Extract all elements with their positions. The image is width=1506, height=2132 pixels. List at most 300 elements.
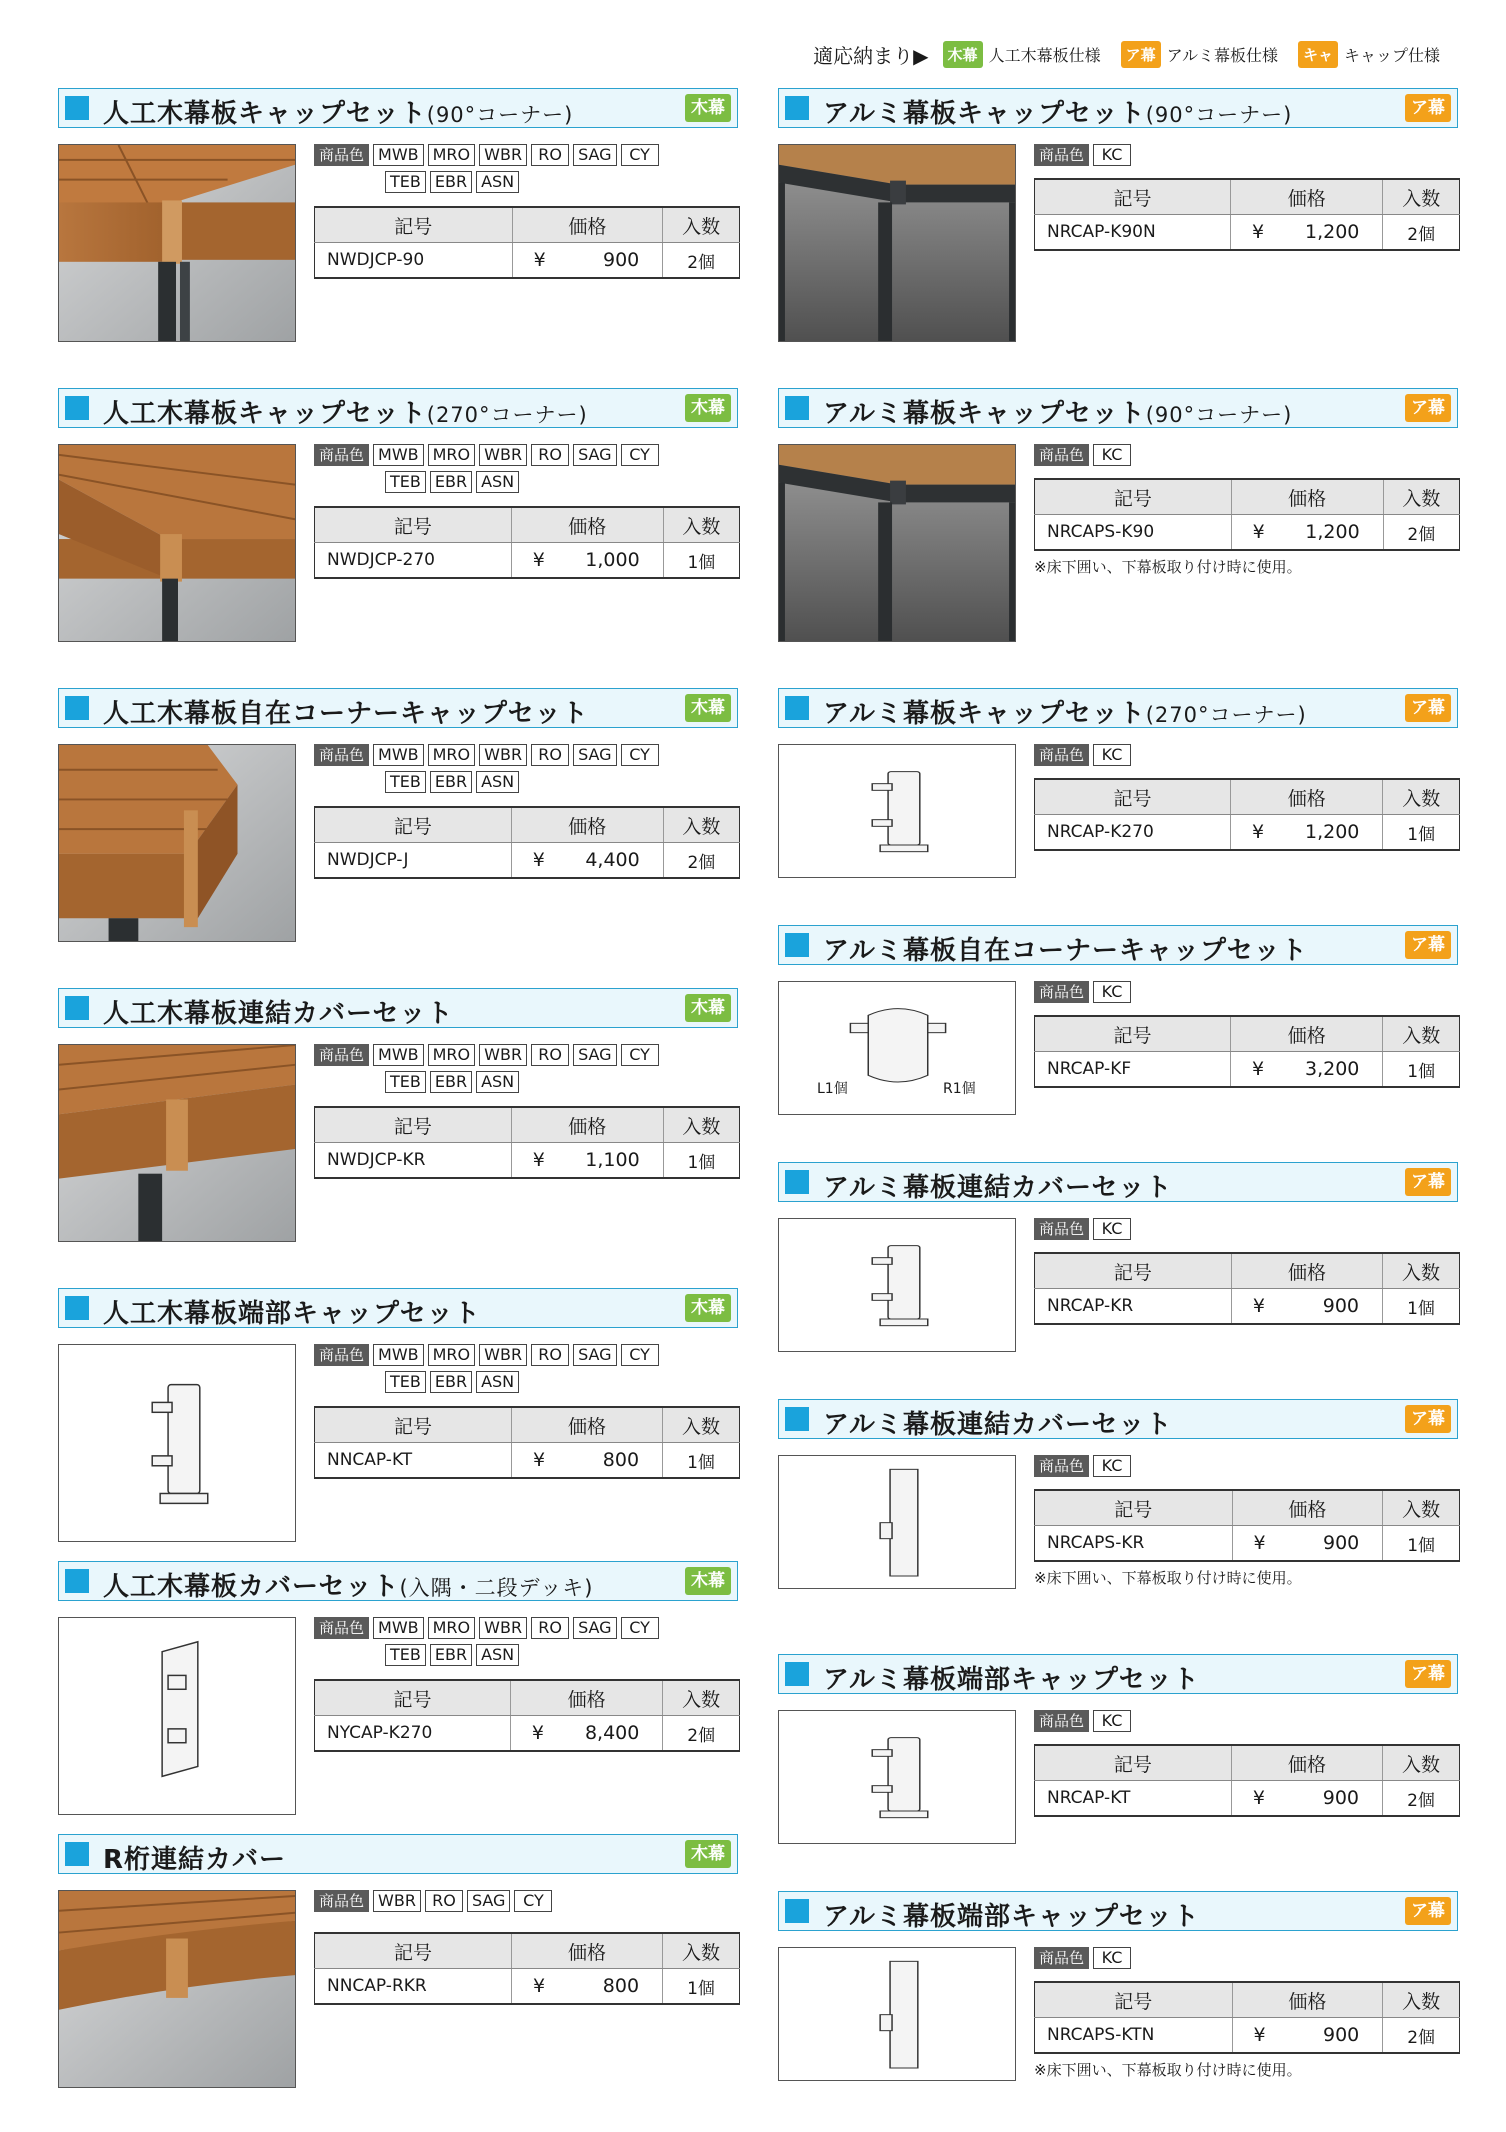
color-chip: TEB	[385, 1371, 426, 1393]
spec-tag: ア幕	[1405, 1168, 1451, 1196]
section-header	[778, 688, 1458, 728]
color-row	[314, 1044, 694, 1071]
section-marker	[65, 1569, 89, 1593]
product-price	[511, 1969, 662, 2005]
color-chip: KC	[1093, 1947, 1131, 1969]
spec-tag: 木幕	[685, 1567, 731, 1595]
color-label: 商品色	[1034, 1218, 1089, 1240]
product-image	[58, 144, 296, 342]
table-row	[1035, 2018, 1460, 2054]
spec-table	[1034, 478, 1460, 551]
header-code: 記号	[1035, 479, 1232, 515]
spec-table	[314, 506, 740, 579]
product-price	[1231, 815, 1383, 851]
header-price: 価格	[512, 207, 663, 243]
section-header	[58, 688, 738, 728]
color-label: 商品色	[314, 744, 369, 766]
spec-tag: ア幕	[1405, 1660, 1451, 1688]
product-quantity: 1個	[663, 1143, 739, 1179]
spec-table-header	[1035, 179, 1460, 215]
table-row	[315, 243, 740, 279]
section-title-main: アルミ幕板自在コーナーキャップセット	[823, 936, 1308, 966]
section-marker	[785, 1662, 809, 1686]
header-code: 記号	[1035, 1490, 1233, 1526]
color-row	[314, 1617, 694, 1644]
table-row	[1035, 815, 1460, 851]
yen-symbol: ¥	[532, 849, 545, 871]
spec-table-header	[315, 1407, 740, 1443]
section-title	[823, 393, 1292, 430]
product-image	[778, 1947, 1016, 2081]
product-quantity: 1個	[1383, 1289, 1460, 1325]
spec-tag: ア幕	[1405, 94, 1451, 122]
color-row	[385, 1644, 694, 1671]
section-title-main: 人工木幕板端部キャップセット	[103, 1299, 481, 1329]
section-title	[823, 1659, 1200, 1696]
spec-table-header	[315, 1107, 740, 1143]
header-code: 記号	[315, 207, 513, 243]
color-row	[385, 1371, 694, 1398]
section-title	[103, 993, 453, 1030]
color-chip: RO	[425, 1890, 463, 1912]
header-code: 記号	[315, 1107, 512, 1143]
table-row	[1035, 215, 1460, 251]
section-title	[823, 693, 1307, 730]
color-chip: RO	[531, 1044, 569, 1066]
color-row	[314, 144, 694, 171]
color-row	[385, 171, 694, 198]
section-title-main: 人工木幕板キャップセット	[103, 399, 427, 429]
spec-table	[314, 1679, 740, 1752]
spec-table	[314, 806, 740, 879]
section-title-main: 人工木幕板キャップセット	[103, 99, 427, 129]
header-qty: 入数	[663, 1680, 740, 1716]
price-value: 1,200	[1305, 821, 1360, 843]
section-marker	[65, 1842, 89, 1866]
table-row	[315, 1969, 740, 2005]
section-marker	[785, 933, 809, 957]
product-code: NRCAP-KR	[1035, 1289, 1232, 1325]
section-header	[58, 88, 738, 128]
price-value: 800	[602, 1449, 640, 1471]
header-code: 記号	[315, 1407, 512, 1443]
section-header	[778, 88, 1458, 128]
product-image	[778, 1710, 1016, 1844]
spec-table-header	[315, 207, 740, 243]
color-label: 商品色	[314, 1044, 369, 1066]
section-title-main: アルミ幕板キャップセット	[823, 99, 1146, 129]
product-code: NRCAP-KF	[1035, 1052, 1231, 1088]
product-quantity: 2個	[1383, 1781, 1460, 1817]
price-value: 1,200	[1305, 221, 1360, 243]
color-chip: EBR	[430, 771, 472, 793]
section-marker	[65, 1296, 89, 1320]
header-qty: 入数	[1383, 1490, 1460, 1526]
section-title	[823, 1896, 1200, 1933]
product-price	[511, 1443, 662, 1479]
color-row	[1034, 981, 1414, 1008]
section-title-sub: (270°コーナー)	[1145, 703, 1307, 727]
price-value: 900	[603, 249, 640, 271]
header-price: 価格	[511, 807, 663, 843]
section-title-sub: (90°コーナー)	[1145, 103, 1293, 127]
color-chip: KC	[1093, 1710, 1131, 1732]
color-chip: TEB	[385, 1644, 426, 1666]
product-quantity: 2個	[663, 1716, 740, 1752]
spec-table-header	[1035, 1490, 1460, 1526]
color-chip: SAG	[573, 1344, 617, 1366]
color-chip: WBR	[479, 1344, 527, 1366]
price-value: 900	[1322, 1532, 1360, 1554]
color-chip: ASN	[476, 771, 519, 793]
product-image	[58, 1890, 296, 2088]
spec-table-header	[1035, 1982, 1460, 2018]
color-row	[314, 1890, 694, 1917]
color-chip: CY	[621, 1044, 659, 1066]
spec-table	[314, 206, 740, 279]
legend	[813, 40, 1454, 69]
color-label: 商品色	[314, 444, 369, 466]
section-title	[823, 1167, 1172, 1204]
legend-badge-alu: ア幕	[1121, 41, 1161, 68]
header-code: 記号	[315, 507, 512, 543]
section-title-main: アルミ幕板連結カバーセット	[823, 1173, 1173, 1203]
product-code: NRCAPS-KR	[1035, 1526, 1233, 1562]
section-title-main: 人工木幕板自在コーナーキャップセット	[103, 699, 589, 729]
table-row	[315, 543, 740, 579]
color-chip: WBR	[373, 1890, 421, 1912]
table-row	[1035, 1781, 1460, 1817]
product-quantity: 1個	[1383, 1052, 1460, 1088]
header-qty: 入数	[1383, 179, 1460, 215]
header-code: 記号	[315, 1933, 512, 1969]
spec-table	[314, 1106, 740, 1179]
color-chip: RO	[531, 1617, 569, 1639]
color-chip: KC	[1093, 981, 1131, 1003]
color-chip: CY	[621, 144, 659, 166]
header-qty: 入数	[663, 207, 740, 243]
product-quantity: 2個	[1383, 2018, 1460, 2054]
yen-symbol: ¥	[532, 1975, 546, 1997]
yen-symbol: ¥	[1253, 1532, 1266, 1554]
section-title-main: アルミ幕板端部キャップセット	[823, 1902, 1200, 1932]
color-options	[1034, 444, 1414, 471]
section-title-main: アルミ幕板キャップセット	[823, 399, 1146, 429]
color-chip: ASN	[476, 1644, 519, 1666]
color-row	[385, 471, 694, 498]
yen-symbol: ¥	[1253, 2024, 1266, 2046]
product-price	[512, 243, 663, 279]
color-row	[1034, 144, 1414, 171]
price-value: 4,400	[585, 849, 640, 871]
product-price	[511, 543, 663, 579]
header-code: 記号	[315, 807, 512, 843]
color-chip: WBR	[479, 1044, 527, 1066]
color-chip: KC	[1093, 444, 1131, 466]
color-chip: WBR	[479, 444, 527, 466]
color-chip: RO	[531, 744, 569, 766]
color-chip: TEB	[385, 471, 426, 493]
color-options	[1034, 1455, 1414, 1482]
usage-note: ※床下囲い、下幕板取り付け時に使用。	[1034, 1569, 1302, 1587]
color-chip: ASN	[476, 471, 519, 493]
section-title-main: アルミ幕板連結カバーセット	[823, 1410, 1173, 1440]
header-code: 記号	[1035, 779, 1231, 815]
color-chip: ASN	[476, 171, 519, 193]
color-label: 商品色	[314, 1344, 369, 1366]
spec-table	[314, 1932, 740, 2005]
header-qty: 入数	[1383, 1745, 1460, 1781]
spec-table-header	[1035, 1745, 1460, 1781]
color-options	[1034, 981, 1414, 1008]
product-quantity: 2個	[663, 843, 739, 879]
product-quantity: 1個	[663, 543, 739, 579]
yen-symbol: ¥	[1252, 1295, 1265, 1317]
spec-table	[1034, 1489, 1460, 1562]
spec-table-header	[1035, 779, 1460, 815]
usage-note: ※床下囲い、下幕板取り付け時に使用。	[1034, 2061, 1302, 2079]
color-chip: WBR	[479, 744, 527, 766]
section-title	[103, 1839, 286, 1876]
yen-symbol: ¥	[1252, 1787, 1265, 1809]
product-code: NRCAP-KT	[1035, 1781, 1232, 1817]
spec-table	[1034, 1015, 1460, 1088]
color-chip: RO	[531, 1344, 569, 1366]
product-quantity: 1個	[1383, 815, 1460, 851]
section-title	[103, 93, 573, 130]
product-price	[510, 1716, 662, 1752]
section-title-main: R桁連結カバー	[103, 1845, 287, 1875]
color-chip: EBR	[430, 1644, 472, 1666]
product-code: NRCAP-K270	[1035, 815, 1231, 851]
usage-note: ※床下囲い、下幕板取り付け時に使用。	[1034, 558, 1302, 576]
color-chip: MRO	[428, 444, 476, 466]
price-value: 900	[1322, 2024, 1360, 2046]
section-title	[823, 930, 1308, 967]
spec-table	[314, 1406, 740, 1479]
section-marker	[785, 696, 809, 720]
table-row	[1035, 1289, 1460, 1325]
color-chip: WBR	[479, 1617, 527, 1639]
header-qty: 入数	[663, 1407, 740, 1443]
section-title-main: アルミ幕板キャップセット	[823, 699, 1146, 729]
color-chip: MWB	[373, 1617, 424, 1639]
product-quantity: 2個	[1383, 215, 1460, 251]
color-chip: CY	[621, 1617, 659, 1639]
table-row	[315, 1716, 740, 1752]
header-price: 価格	[511, 1933, 662, 1969]
color-options	[1034, 1218, 1414, 1245]
color-chip: MWB	[373, 744, 424, 766]
color-chip: EBR	[430, 471, 472, 493]
color-chip: SAG	[573, 144, 617, 166]
yen-symbol: ¥	[1252, 821, 1265, 843]
price-value: 3,200	[1305, 1058, 1360, 1080]
product-code: NWDJCP-KR	[315, 1143, 512, 1179]
header-price: 価格	[511, 1407, 662, 1443]
product-image	[58, 1344, 296, 1542]
color-label: 商品色	[1034, 144, 1089, 166]
section-marker	[785, 1170, 809, 1194]
section-title	[103, 393, 588, 430]
color-chip: ASN	[476, 1071, 519, 1093]
spec-tag: ア幕	[1405, 1897, 1451, 1925]
product-image	[778, 981, 1016, 1115]
yen-symbol: ¥	[1252, 521, 1265, 543]
table-row	[315, 843, 740, 879]
spec-tag: ア幕	[1405, 1405, 1451, 1433]
yen-symbol: ¥	[531, 1722, 545, 1744]
color-options	[314, 1344, 694, 1398]
section-title-sub: (入隅・二段デッキ)	[399, 1576, 594, 1600]
color-row	[314, 1344, 694, 1371]
product-code: NWDJCP-270	[315, 543, 512, 579]
product-quantity: 2個	[1383, 515, 1459, 551]
color-chip: CY	[621, 444, 659, 466]
header-code: 記号	[1035, 1016, 1231, 1052]
color-chip: RO	[531, 444, 569, 466]
color-chip: CY	[621, 744, 659, 766]
color-row	[1034, 444, 1414, 471]
product-quantity: 2個	[663, 243, 740, 279]
header-price: 価格	[511, 507, 663, 543]
legend-lead: 適応納まり▶	[813, 44, 929, 68]
legend-text-wood: 人工木幕板仕様	[988, 46, 1101, 65]
section-marker	[785, 396, 809, 420]
section-marker	[785, 96, 809, 120]
product-image	[58, 1617, 296, 1815]
section-header	[778, 1399, 1458, 1439]
spec-table-header	[1035, 1016, 1460, 1052]
section-header	[58, 1561, 738, 1601]
color-chip: MRO	[428, 1344, 476, 1366]
header-code: 記号	[1035, 1745, 1232, 1781]
color-options	[314, 1890, 694, 1917]
color-row	[1034, 1218, 1414, 1245]
section-header	[778, 388, 1458, 428]
spec-tag: 木幕	[685, 94, 731, 122]
price-value: 900	[1322, 1787, 1360, 1809]
table-row	[1035, 1052, 1460, 1088]
section-marker	[785, 1899, 809, 1923]
product-image	[58, 744, 296, 942]
spec-table-header	[315, 507, 740, 543]
section-header	[58, 988, 738, 1028]
product-quantity: 1個	[663, 1969, 740, 2005]
product-price	[1231, 1052, 1383, 1088]
color-chip: EBR	[430, 1371, 472, 1393]
product-code: NRCAPS-KTN	[1035, 2018, 1233, 2054]
product-image	[778, 1218, 1016, 1352]
price-value: 8,400	[584, 1722, 640, 1744]
header-code: 記号	[1035, 1253, 1232, 1289]
section-title-sub: (270°コーナー)	[426, 403, 588, 427]
color-chip: MRO	[428, 144, 476, 166]
image-label: R1個	[943, 1081, 976, 1097]
spec-tag: 木幕	[685, 1840, 731, 1868]
section-title-main: 人工木幕板連結カバーセット	[103, 999, 454, 1029]
section-header	[778, 1162, 1458, 1202]
section-title	[823, 93, 1292, 130]
spec-table-header	[315, 1933, 740, 1969]
color-chip: ASN	[476, 1371, 519, 1393]
header-qty: 入数	[663, 1107, 739, 1143]
spec-table-header	[1035, 479, 1460, 515]
section-header	[58, 388, 738, 428]
color-chip: MRO	[428, 1044, 476, 1066]
color-label: 商品色	[314, 144, 369, 166]
color-chip: SAG	[573, 1617, 617, 1639]
color-row	[1034, 1455, 1414, 1482]
section-header	[58, 1834, 738, 1874]
color-chip: KC	[1093, 144, 1131, 166]
product-code: NRCAPS-K90	[1035, 515, 1232, 551]
color-row	[1034, 1710, 1414, 1737]
header-price: 価格	[511, 1107, 663, 1143]
color-chip: SAG	[467, 1890, 511, 1912]
spec-tag: 木幕	[685, 694, 731, 722]
spec-table	[1034, 178, 1460, 251]
color-row	[314, 444, 694, 471]
color-chip: MRO	[428, 1617, 476, 1639]
product-price	[1231, 215, 1383, 251]
spec-table	[1034, 1744, 1460, 1817]
header-qty: 入数	[1383, 1982, 1460, 2018]
yen-symbol: ¥	[532, 1149, 545, 1171]
color-chip: SAG	[573, 744, 617, 766]
product-image	[778, 1455, 1016, 1589]
color-label: 商品色	[1034, 981, 1089, 1003]
color-row	[385, 771, 694, 798]
color-chip: EBR	[430, 171, 472, 193]
section-title	[103, 693, 589, 730]
color-label: 商品色	[1034, 1710, 1089, 1732]
price-value: 1,000	[585, 549, 640, 571]
spec-table-header	[315, 1680, 740, 1716]
product-image	[58, 1044, 296, 1242]
color-chip: SAG	[573, 1044, 617, 1066]
yen-symbol: ¥	[1252, 221, 1265, 243]
section-marker	[65, 96, 89, 120]
header-price: 価格	[1231, 1253, 1382, 1289]
product-price	[511, 843, 663, 879]
color-options	[314, 1044, 694, 1098]
header-price: 価格	[1232, 1490, 1383, 1526]
color-chip: TEB	[385, 771, 426, 793]
section-title-main: 人工木幕板カバーセット	[103, 1572, 400, 1602]
spec-table	[1034, 1981, 1460, 2054]
color-options	[1034, 1710, 1414, 1737]
section-header	[778, 1654, 1458, 1694]
price-value: 1,100	[585, 1149, 640, 1171]
header-code: 記号	[315, 1680, 511, 1716]
header-code: 記号	[1035, 179, 1231, 215]
section-title	[103, 1293, 481, 1330]
section-marker	[65, 996, 89, 1020]
product-price	[1232, 2018, 1383, 2054]
section-header	[778, 925, 1458, 965]
legend-badge-wood: 木幕	[943, 41, 983, 68]
table-row	[1035, 1526, 1460, 1562]
section-title-sub: (90°コーナー)	[1145, 403, 1293, 427]
color-chip: TEB	[385, 171, 426, 193]
header-price: 価格	[1231, 1745, 1382, 1781]
price-value: 800	[602, 1975, 640, 1997]
product-code: NYCAP-K270	[315, 1716, 511, 1752]
product-code: NWDJCP-J	[315, 843, 512, 879]
color-row	[385, 1071, 694, 1098]
header-qty: 入数	[663, 507, 739, 543]
